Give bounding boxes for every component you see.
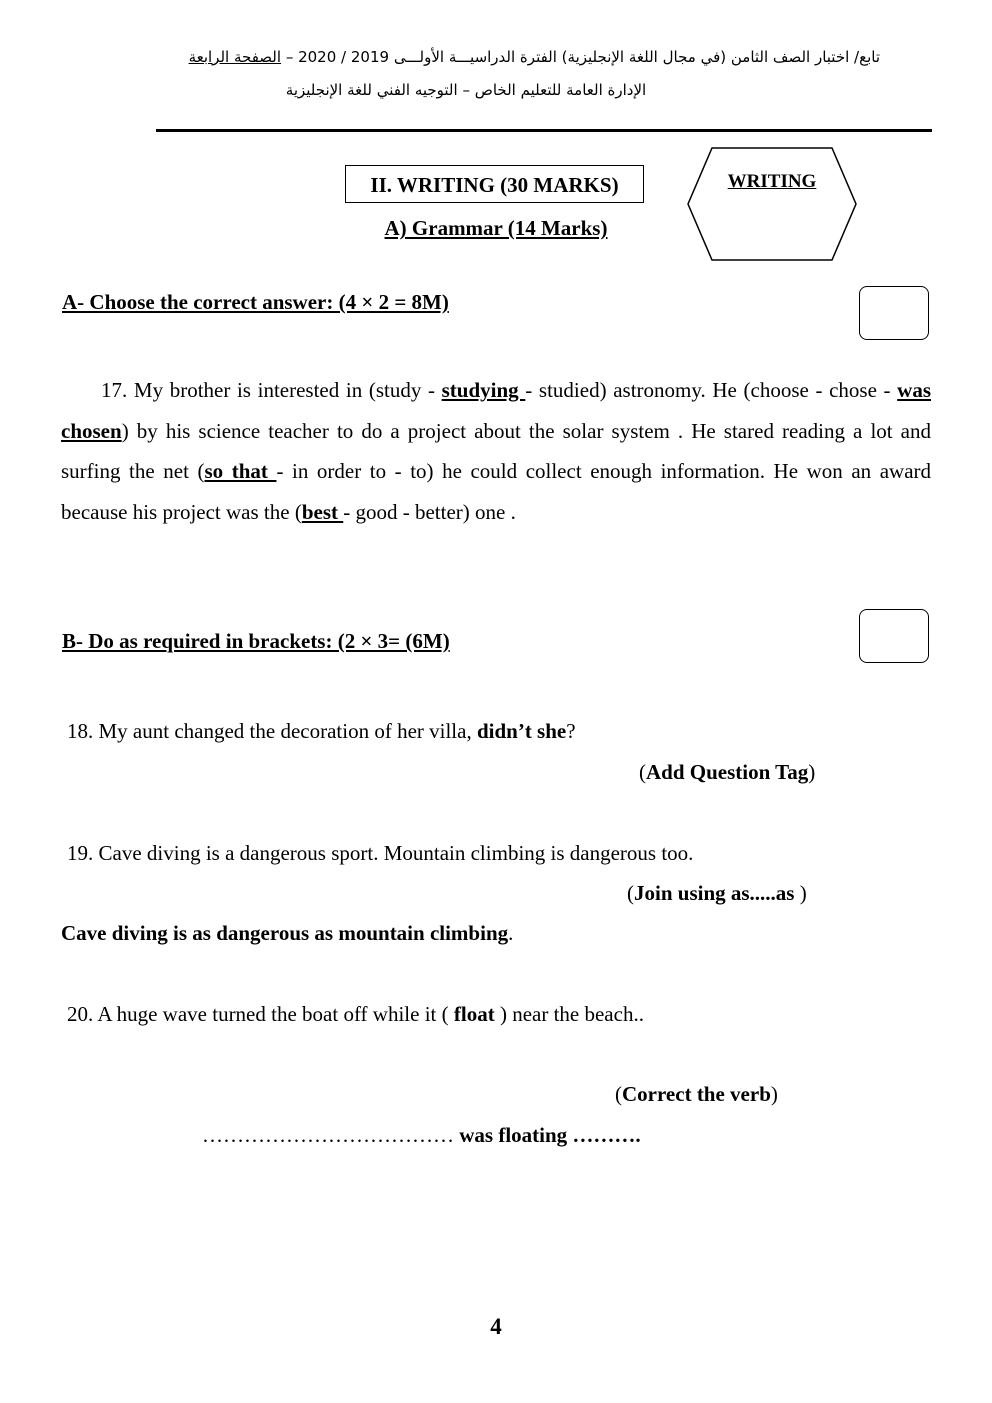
question-17-answer-4: best: [301, 499, 344, 524]
question-19: [67, 841, 693, 866]
instruction-close: ): [808, 760, 816, 784]
writing-hexagon-badge: [686, 146, 858, 262]
question-18-number: 18.: [67, 719, 94, 743]
page-number: 4: [490, 1314, 502, 1339]
question-17-text-4: - in order to - to) he could collect enough information. He won an award because his project was the (: [61, 459, 932, 524]
instruction-open: (: [639, 760, 646, 784]
header-page-label: الصفحة الرابعة: [188, 48, 282, 66]
question-18-instruction-text: Add Question Tag: [646, 760, 809, 784]
instruction-open: (: [615, 1082, 622, 1106]
question-17-text-2: - studied) astronomy. He (choose - chose -: [525, 378, 898, 402]
question-17-text-1: My brother is interested in (study -: [133, 378, 442, 402]
header-rule: [156, 129, 932, 132]
section-subtitle: A) Grammar (14 Marks): [384, 216, 608, 240]
question-20-verb: float: [453, 1002, 495, 1026]
question-20: [67, 1002, 644, 1027]
question-17-text-3: ) by his science teacher to do a project about the solar system . He stared reading a lot and surfing the net (: [61, 418, 931, 483]
question-20-answer-line: [202, 1123, 641, 1148]
question-19-answer: Cave diving is as dangerous as mountain climbing: [61, 921, 509, 945]
question-18: [67, 719, 576, 744]
question-20-text-1: A huge wave turned the boat off while it (: [97, 1002, 454, 1026]
hexagon-shape: [688, 148, 856, 260]
part-a-score-box[interactable]: [859, 286, 929, 340]
question-17-answer-2: was chosen: [61, 378, 931, 443]
question-17-answer-1: studying: [441, 378, 526, 402]
question-18-end: ?: [566, 719, 576, 743]
instruction-close: ): [770, 1082, 778, 1106]
header-exam-info: تابع/ اختبار الصف الثامن (في مجال اللغة الإنجليزية) الفترة الدراسيـــة الأولـــى 2019 / 2020 –: [285, 48, 880, 66]
question-20-instruction: [615, 1082, 778, 1107]
question-20-instruction-text: Correct the verb: [622, 1082, 771, 1106]
question-20-number: 20.: [67, 1002, 94, 1026]
instruction-close: ): [799, 881, 807, 905]
question-19-answer-end: .: [508, 921, 514, 945]
header-line-2: الإدارة العامة للتعليم الخاص – التوجيه الفني للغة الإنجليزية: [285, 81, 647, 99]
question-18-answer: didn’t she: [476, 719, 567, 743]
part-b-heading: B- Do as required in brackets: (2 × 3= (6M): [62, 629, 450, 653]
section-title: II. WRITING (30 MARKS): [345, 165, 644, 203]
question-20-text-2: ) near the beach..: [494, 1002, 644, 1026]
question-18-instruction: [639, 760, 815, 785]
question-19-number: 19.: [67, 841, 94, 865]
instruction-open: (: [627, 881, 634, 905]
question-19-answer-line: [61, 921, 513, 946]
question-18-text: My aunt changed the decoration of her villa,: [98, 719, 477, 743]
question-17-number: 17.: [101, 378, 128, 402]
question-17-answer-3: so that: [204, 459, 277, 483]
question-19-text: Cave diving is a dangerous sport. Mountain climbing is dangerous too.: [98, 841, 694, 865]
question-17-text-5: - good - better) one .: [343, 499, 516, 524]
writing-badge-label: WRITING: [727, 171, 817, 192]
question-19-instruction: [627, 881, 807, 906]
question-20-answer: was floating ……….: [459, 1123, 641, 1147]
answer-dots: ………………………………: [202, 1123, 460, 1147]
question-17-paragraph: [61, 370, 931, 532]
part-b-score-box[interactable]: [859, 609, 929, 663]
header-line-1: [110, 48, 880, 66]
question-19-instruction-text: Join using as.....as: [634, 881, 800, 905]
part-a-heading: A- Choose the correct answer: (4 × 2 = 8M): [62, 290, 449, 314]
